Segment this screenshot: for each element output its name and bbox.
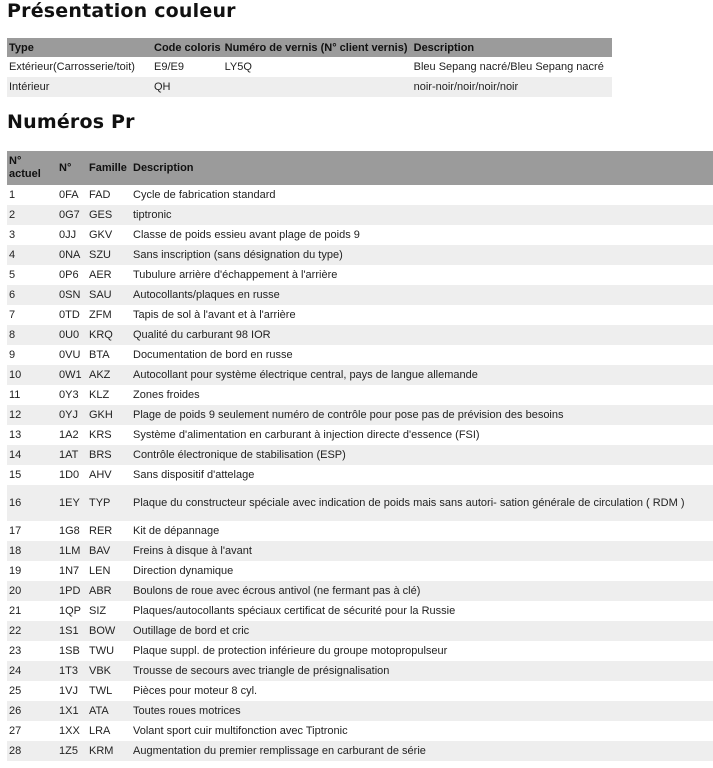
pr-table-row [7, 225, 713, 245]
pr-cell-number: 1EY [57, 485, 87, 521]
pr-cell-family: BRS [87, 445, 131, 465]
pr-table-row [7, 245, 713, 265]
pr-cell-family: GES [87, 205, 131, 225]
pr-cell-number: 1X1 [57, 701, 87, 721]
pr-cell-family: TYP [87, 485, 131, 521]
pr-table-row [7, 681, 713, 701]
pr-header-current-number: N° actuel [7, 151, 57, 185]
pr-cell-current-number: 3 [7, 225, 57, 245]
pr-cell-number: 1Z5 [57, 741, 87, 761]
pr-cell-family: ABR [87, 581, 131, 601]
pr-cell-current-number: 22 [7, 621, 57, 641]
pr-cell-family: FAD [87, 185, 131, 205]
pr-header-description: Description [131, 151, 713, 185]
pr-cell-family: AER [87, 265, 131, 285]
pr-table-row [7, 405, 713, 425]
pr-cell-family: TWL [87, 681, 131, 701]
pr-table-row [7, 345, 713, 365]
pr-cell-number: 1AT [57, 445, 87, 465]
color-table [7, 38, 612, 97]
pr-cell-number: 0YJ [57, 405, 87, 425]
pr-cell-description: Augmentation du premier remplissage en carburant de série [131, 741, 713, 761]
pr-cell-current-number: 15 [7, 465, 57, 485]
pr-table-row [7, 325, 713, 345]
pr-cell-current-number: 8 [7, 325, 57, 345]
pr-table-row [7, 621, 713, 641]
pr-cell-description: Classe de poids essieu avant plage de poids 9 [131, 225, 713, 245]
pr-cell-current-number: 12 [7, 405, 57, 425]
pr-cell-description: Tapis de sol à l'avant et à l'arrière [131, 305, 713, 325]
pr-cell-family: BTA [87, 345, 131, 365]
pr-cell-description: Qualité du carburant 98 IOR [131, 325, 713, 345]
pr-cell-number: 0JJ [57, 225, 87, 245]
pr-table-row [7, 365, 713, 385]
pr-header-number: N° [57, 151, 87, 185]
pr-cell-family: KRM [87, 741, 131, 761]
pr-cell-number: 1LM [57, 541, 87, 561]
pr-cell-number: 1QP [57, 601, 87, 621]
pr-cell-current-number: 6 [7, 285, 57, 305]
pr-cell-description: Tubulure arrière d'échappement à l'arrière [131, 265, 713, 285]
pr-cell-number: 0U0 [57, 325, 87, 345]
pr-cell-description: Boulons de roue avec écrous antivol (ne fermant pas à clé) [131, 581, 713, 601]
pr-section-title: Numéros Pr [7, 111, 135, 133]
pr-cell-current-number: 19 [7, 561, 57, 581]
pr-cell-family: SIZ [87, 601, 131, 621]
pr-cell-current-number: 28 [7, 741, 57, 761]
pr-cell-description: Trousse de secours avec triangle de présignalisation [131, 661, 713, 681]
pr-table-row [7, 305, 713, 325]
pr-cell-family: GKH [87, 405, 131, 425]
pr-cell-description: Plaque du constructeur spéciale avec indication de poids mais sans autori- sation générale de circulation ( RDM ) [131, 485, 713, 521]
pr-cell-number: 0SN [57, 285, 87, 305]
pr-cell-family: BAV [87, 541, 131, 561]
pr-table [7, 151, 713, 761]
pr-cell-family: ATA [87, 701, 131, 721]
pr-cell-description: Pièces pour moteur 8 cyl. [131, 681, 713, 701]
color-cell-code: QH [152, 77, 223, 97]
pr-table-row [7, 541, 713, 561]
pr-cell-family: TWU [87, 641, 131, 661]
pr-table-row [7, 641, 713, 661]
pr-table-row [7, 561, 713, 581]
color-cell-description: noir-noir/noir/noir/noir [412, 77, 612, 97]
pr-cell-description: Freins à disque à l'avant [131, 541, 713, 561]
color-section-title: Présentation couleur [7, 0, 236, 22]
color-cell-type: Extérieur(Carrosserie/toit) [7, 57, 152, 77]
pr-cell-number: 1T3 [57, 661, 87, 681]
pr-cell-description: Outillage de bord et cric [131, 621, 713, 641]
pr-cell-number: 1XX [57, 721, 87, 741]
pr-cell-family: VBK [87, 661, 131, 681]
pr-cell-family: BOW [87, 621, 131, 641]
pr-cell-number: 1SB [57, 641, 87, 661]
pr-cell-description: Contrôle électronique de stabilisation (ESP) [131, 445, 713, 465]
pr-table-header-row [7, 151, 713, 185]
pr-table-row [7, 385, 713, 405]
pr-cell-family: AHV [87, 465, 131, 485]
pr-cell-number: 0G7 [57, 205, 87, 225]
pr-cell-current-number: 2 [7, 205, 57, 225]
pr-table-row [7, 205, 713, 225]
pr-table-row [7, 741, 713, 761]
pr-cell-number: 0W1 [57, 365, 87, 385]
pr-cell-description: Autocollants/plaques en russe [131, 285, 713, 305]
pr-cell-current-number: 17 [7, 521, 57, 541]
pr-cell-number: 1VJ [57, 681, 87, 701]
pr-cell-number: 1N7 [57, 561, 87, 581]
pr-cell-description: tiptronic [131, 205, 713, 225]
pr-cell-current-number: 23 [7, 641, 57, 661]
pr-cell-description: Kit de dépannage [131, 521, 713, 541]
pr-cell-current-number: 14 [7, 445, 57, 465]
color-cell-description: Bleu Sepang nacré/Bleu Sepang nacré [412, 57, 612, 77]
pr-cell-family: GKV [87, 225, 131, 245]
pr-cell-number: 0Y3 [57, 385, 87, 405]
color-table-row [7, 57, 612, 77]
pr-table-row [7, 521, 713, 541]
pr-cell-description: Volant sport cuir multifonction avec Tiptronic [131, 721, 713, 741]
pr-cell-family: KRQ [87, 325, 131, 345]
pr-cell-current-number: 4 [7, 245, 57, 265]
pr-cell-number: 1PD [57, 581, 87, 601]
pr-cell-family: LEN [87, 561, 131, 581]
pr-cell-family: SZU [87, 245, 131, 265]
pr-cell-number: 0NA [57, 245, 87, 265]
pr-table-row [7, 185, 713, 205]
pr-cell-family: SAU [87, 285, 131, 305]
pr-header-family: Famille [87, 151, 131, 185]
pr-cell-family: LRA [87, 721, 131, 741]
color-header-code: Code coloris [152, 38, 223, 57]
pr-cell-description: Plage de poids 9 seulement numéro de contrôle pour pose pas de prévision des besoins [131, 405, 713, 425]
pr-cell-current-number: 21 [7, 601, 57, 621]
pr-table-row [7, 465, 713, 485]
pr-cell-current-number: 10 [7, 365, 57, 385]
pr-cell-number: 1S1 [57, 621, 87, 641]
pr-table-row [7, 601, 713, 621]
pr-table-row [7, 581, 713, 601]
pr-cell-description: Direction dynamique [131, 561, 713, 581]
color-cell-varnish [223, 77, 412, 97]
pr-cell-current-number: 18 [7, 541, 57, 561]
pr-cell-description: Plaques/autocollants spéciaux certificat de sécurité pour la Russie [131, 601, 713, 621]
pr-cell-number: 1G8 [57, 521, 87, 541]
pr-table-row [7, 285, 713, 305]
pr-cell-family: ZFM [87, 305, 131, 325]
pr-cell-description: Système d'alimentation en carburant à injection directe d'essence (FSI) [131, 425, 713, 445]
pr-cell-family: KRS [87, 425, 131, 445]
pr-cell-description: Sans inscription (sans désignation du type) [131, 245, 713, 265]
pr-cell-current-number: 11 [7, 385, 57, 405]
pr-cell-number: 0P6 [57, 265, 87, 285]
pr-cell-current-number: 25 [7, 681, 57, 701]
pr-cell-description: Cycle de fabrication standard [131, 185, 713, 205]
pr-cell-number: 0TD [57, 305, 87, 325]
pr-cell-family: KLZ [87, 385, 131, 405]
pr-cell-number: 0FA [57, 185, 87, 205]
pr-cell-current-number: 16 [7, 485, 57, 521]
pr-cell-number: 1A2 [57, 425, 87, 445]
pr-cell-description: Toutes roues motrices [131, 701, 713, 721]
pr-cell-current-number: 20 [7, 581, 57, 601]
pr-cell-number: 1D0 [57, 465, 87, 485]
pr-cell-family: RER [87, 521, 131, 541]
color-cell-type: Intérieur [7, 77, 152, 97]
pr-cell-current-number: 1 [7, 185, 57, 205]
color-table-row [7, 77, 612, 97]
pr-cell-description: Sans dispositif d'attelage [131, 465, 713, 485]
pr-cell-number: 0VU [57, 345, 87, 365]
pr-cell-description: Documentation de bord en russe [131, 345, 713, 365]
color-cell-varnish: LY5Q [223, 57, 412, 77]
pr-table-row [7, 445, 713, 465]
pr-cell-current-number: 13 [7, 425, 57, 445]
pr-table-row [7, 265, 713, 285]
pr-table-row [7, 721, 713, 741]
pr-table-row [7, 701, 713, 721]
color-header-varnish: Numéro de vernis (N° client vernis) [223, 38, 412, 57]
pr-cell-family: AKZ [87, 365, 131, 385]
pr-cell-current-number: 5 [7, 265, 57, 285]
pr-cell-current-number: 9 [7, 345, 57, 365]
pr-table-row [7, 425, 713, 445]
color-table-header-row [7, 38, 612, 57]
color-header-type: Type [7, 38, 152, 57]
pr-cell-current-number: 27 [7, 721, 57, 741]
color-cell-code: E9/E9 [152, 57, 223, 77]
pr-cell-current-number: 7 [7, 305, 57, 325]
pr-cell-current-number: 24 [7, 661, 57, 681]
pr-cell-description: Zones froides [131, 385, 713, 405]
pr-cell-description: Plaque suppl. de protection inférieure du groupe motopropulseur [131, 641, 713, 661]
color-header-description: Description [412, 38, 612, 57]
pr-cell-description: Autocollant pour système électrique central, pays de langue allemande [131, 365, 713, 385]
pr-table-row [7, 485, 713, 521]
pr-table-row [7, 661, 713, 681]
pr-cell-current-number: 26 [7, 701, 57, 721]
